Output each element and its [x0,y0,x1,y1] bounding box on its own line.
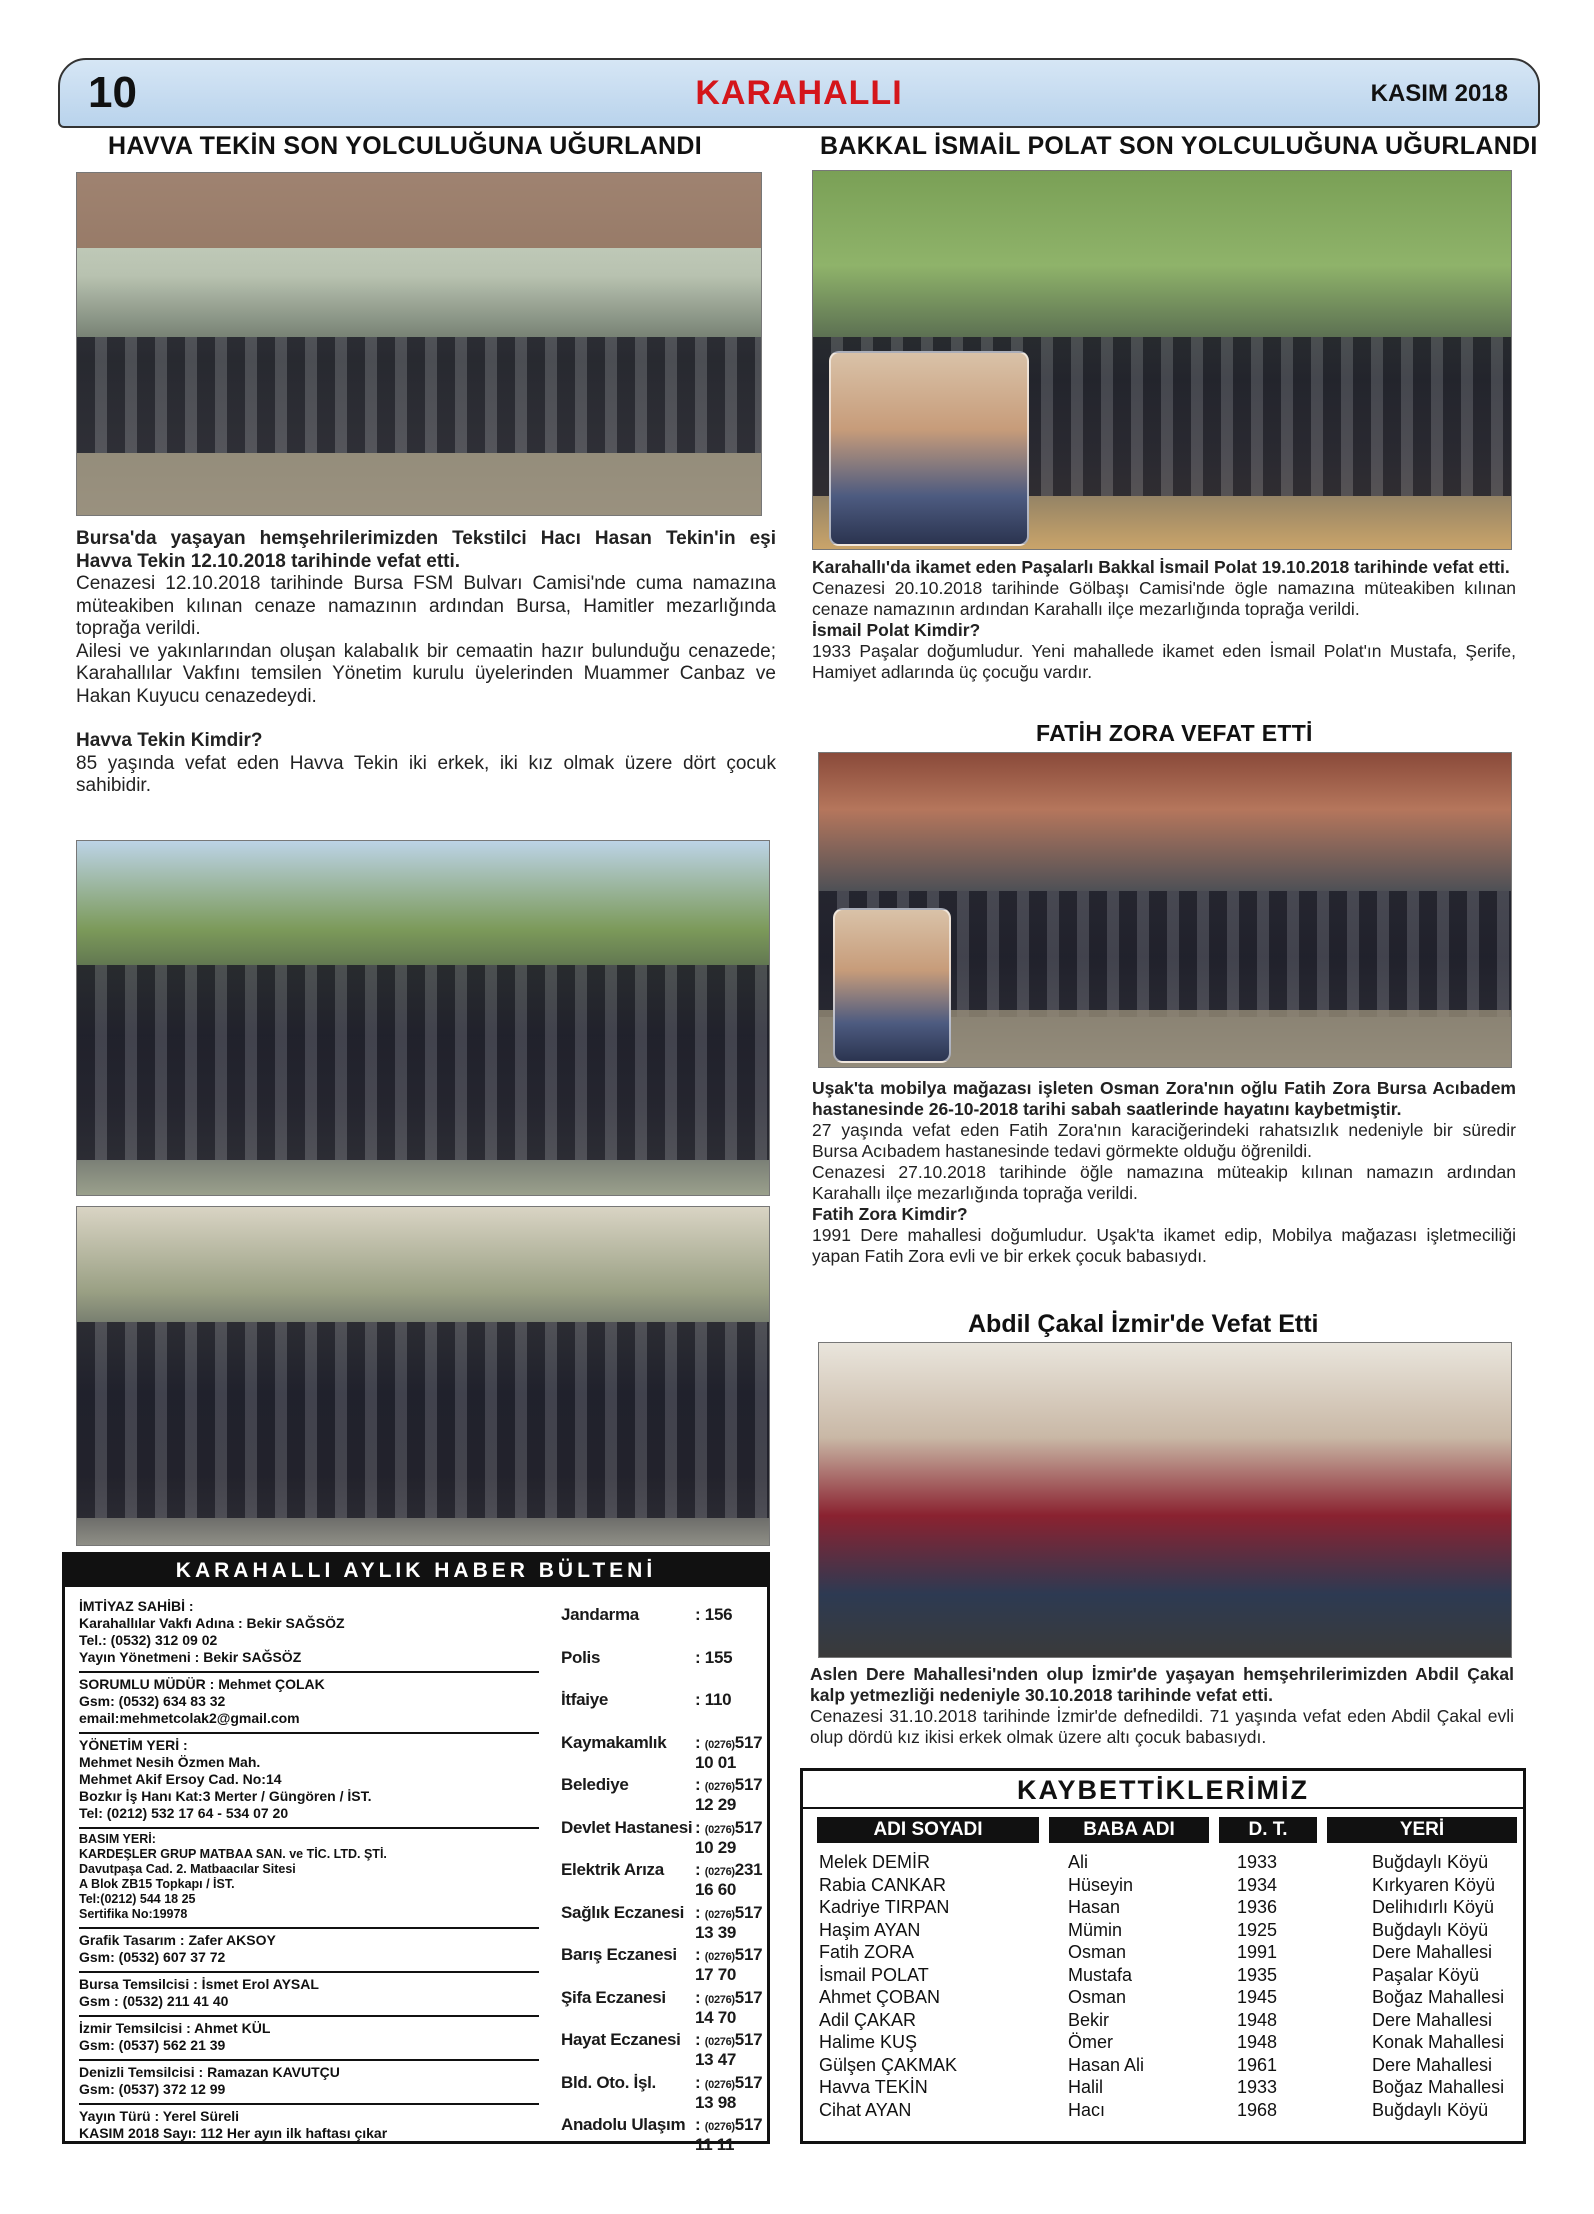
losses-cell: Fatih ZORA [819,1942,915,1962]
phone-row [545,1638,767,1681]
losses-cell: 1968 [1237,2099,1278,2120]
portrait-ismail [829,351,1029,546]
phone-name: Barış Eczanesi [561,1945,677,1964]
losses-cell: Ömer [1068,2032,1113,2052]
imprint-line: Gsm: (0532) 607 37 72 [79,1949,226,1965]
losses-cell: 1935 [1237,1964,1278,1985]
imprint-line: Mehmet Akif Ersoy Cad. No:14 [79,1771,282,1787]
phone-number: : (0276)517 13 98 [695,2072,763,2112]
losses-cell: Dere Mahallesi [1372,1942,1493,1962]
phone-name: Belediye [561,1775,629,1794]
phone-name: Hayat Eczanesi [561,2030,681,2049]
losses-header-name: ADI SOYADI [817,1817,1039,1843]
para-havva-2: Ailesi ve yakınlarından oluşan kalabalık bir cemaatin hazır bulunduğu cenazede; Karahallılar Vakfını temsilen Yönetim kurulu üyelerinden Muammer Canbaz ve Hakan Kuyucu cenazedeydi. [76,640,776,707]
losses-cell: 1933 [1237,1852,1278,1872]
lead-ismail: Karahallı'da ikamet eden Paşalarlı Bakkal İsmail Polat 19.10.2018 tarihinde vefat etti. [812,557,1510,577]
imprint-line: Gsm : (0532) 211 41 40 [79,1993,229,2009]
imprint-line: Karahallılar Vakfı Adına : Bekir SAĞSÖZ [79,1615,345,1631]
page-header [58,58,1540,128]
phone-name: Anadolu Ulaşım [561,2115,686,2134]
losses-cell: Haşim AYAN [819,1919,921,1940]
imprint-line: Yayın Yönetmeni : Bekir SAĞSÖZ [79,1649,302,1665]
imprint-line: KARDEŞLER GRUP MATBAA SAN. ve TİC. LTD. ŞTİ. [79,1847,387,1861]
imprint-line: Gsm: (0537) 372 12 99 [79,2081,226,2097]
losses-cell: Hüseyin [1068,1874,1134,1895]
imprint-line: Bozkır İş Hanı Kat:3 Merter / Güngören / İST. [79,1788,372,1804]
lead-havva: Bursa'da yaşayan hemşehrilerimizden Tekstilci Hacı Hasan Tekin'in eşi Havva Tekin 12.10.2018 tarihinde vefat etti. [76,528,776,572]
phone-row [545,1723,767,1772]
losses-cell: Mümin [1068,1919,1123,1940]
losses-header-father: BABA ADI [1049,1817,1209,1843]
who-title-havva: Havva Tekin Kimdir? [76,730,263,751]
losses-cell: Buğdaylı Köyü [1372,1852,1489,1872]
losses-table [800,1768,1526,2144]
losses-cell: Buğdaylı Köyü [1372,1919,1489,1940]
phone-row [545,1595,767,1638]
phone-name: Bld. Oto. İşl. [561,2072,656,2092]
imprint-block [79,2061,539,2105]
losses-column-birth [1237,1851,1277,2121]
phone-row [545,1808,767,1857]
imprint-line: A Blok ZB15 Topkapı / İST. [79,1877,235,1891]
imprint-line: Tel: (0212) 532 17 64 - 534 07 20 [79,1805,289,1821]
phone-name: Devlet Hastanesi [561,1817,693,1837]
imprint-line: Davutpaşa Cad. 2. Matbaacılar Sitesi [79,1862,296,1876]
losses-cell: 1933 [1237,2077,1278,2097]
imprint-line: YÖNETİM YERİ : [79,1737,188,1753]
article-fatih [812,1078,1516,1267]
losses-cell: Boğaz Mahallesi [1372,2077,1505,2097]
phone-number: : (0276)517 17 70 [695,1945,763,1984]
imprint-block [79,1673,539,1734]
phone-name: Kaymakamlık [561,1732,667,1752]
losses-header-birth: D. T. [1219,1817,1317,1843]
who-text-havva: 85 yaşında vefat eden Havva Tekin iki erkek, iki kız olmak üzere dört çocuk sahibidir. [76,752,776,796]
phone-number: : (0276)517 10 29 [695,1817,763,1857]
losses-cell: Adil ÇAKAR [819,2009,917,2030]
losses-cell: Kadriye TIRPAN [819,1897,950,1917]
para-ismail-1: Cenazesi 20.10.2018 tarihinde Gölbaşı Camisi'nde ögle namazına müteakiben kılınan cenaze namazının ardından Karahallı ilçe mezarlığında toprağa verildi. [812,578,1516,619]
imprint-line: Sertifika No:19978 [79,1907,188,1921]
photo-havva-group [76,840,770,1196]
imprint-line: İzmir Temsilcisi : Ahmet KÜL [79,2020,271,2036]
phone-name: İtfaiye [561,1690,609,1709]
losses-cell: 1948 [1237,2009,1278,2030]
losses-column-father [1068,1851,1144,2121]
imprint-line: KASIM 2018 Sayı: 112 Her ayın ilk haftası çıkar [79,2125,388,2141]
phone-name: Elektrik Arıza [561,1860,664,1879]
imprint-line: Yayın Türü : Yerel Süreli [79,2108,240,2124]
para-abdil-1: Cenazesi 31.10.2018 tarihinde İzmir'de defnedildi. 71 yaşında vefat eden Abdil Çakal evli olup dördü kız ikisi erkek olmak üzere altı çocuk babasıydı. [810,1706,1514,1747]
imprint-block [79,1595,539,1673]
article-havva [76,528,776,798]
imprint-line: Gsm: (0532) 634 83 32 [79,1693,226,1709]
phone-name: Şifa Eczanesi [561,1987,666,2007]
imprint-line: BASIM YERİ: [79,1832,156,1846]
imprint-line: Tel.: (0532) 312 09 02 [79,1632,218,1648]
photo-fatih-funeral [818,752,1512,1068]
losses-cell: Hacı [1068,2099,1106,2120]
losses-cell: 1948 [1237,2032,1278,2052]
phone-number: : (0276)517 13 39 [695,1902,763,1942]
phone-number: : (0276)517 13 47 [695,2030,763,2069]
para-havva-1: Cenazesi 12.10.2018 tarihinde Bursa FSM Bulvarı Camisi'nde cuma namazına müteakiben kılınan cenaze namazının ardından Bursa, Hamitler mezarlığında toprağa verildi. [76,573,776,639]
phone-name: Polis [561,1647,601,1667]
phone-name: Sağlık Eczanesi [561,1902,685,1922]
phone-row [545,1765,767,1814]
losses-cell: Ahmet ÇOBAN [819,1987,941,2007]
who-text-fatih: 1991 Dere mahallesi doğumludur. Uşak'ta ikamet edip, Mobilya mağazası işletmeciliği yapan Fatih Zora evli ve bir erkek çocuk babasıydı. [812,1225,1516,1266]
phone-row [545,1893,767,1942]
phone-row [545,1850,767,1899]
masthead: KARAHALLI [695,74,903,112]
headline-havva: HAVVA TEKİN SON YOLCULUĞUNA UĞURLANDI [108,132,702,160]
losses-cell: Konak Mahallesi [1372,2032,1505,2052]
imprint-line: Tel:(0212) 544 18 25 [79,1892,196,1906]
losses-cell: 1925 [1237,1919,1278,1940]
losses-cell: Ali [1068,1852,1089,1872]
phone-number: : (0276)517 10 01 [695,1732,763,1772]
article-ismail [812,557,1516,683]
who-text-ismail: 1933 Paşalar doğumludur. Yeni mahallede ikamet eden İsmail Polat'ın Mustafa, Şerife, Hamiyet adlarında üç çocuğu vardır. [812,641,1516,682]
para-fatih-2: Cenazesi 27.10.2018 tarihinde öğle namazına müteakip kılınan namazın ardından Karahallı ilçe mezarlığında toprağa verildi. [812,1162,1516,1203]
imprint-line: SORUMLU MÜDÜR : Mehmet ÇOLAK [79,1676,325,1692]
para-fatih-1: 27 yaşında vefat eden Fatih Zora'nın karaciğerindeki rahatsızlık nedeniyle bir süredir Bursa Acıbadem hastanesinde tedavi görmekte olduğu öğrenildi. [812,1120,1516,1161]
imprint-column [79,1595,539,2141]
bulletin-box [62,1552,770,2154]
losses-cell: Rabia CANKAR [819,1874,947,1895]
losses-cell: Havva TEKİN [819,2077,928,2097]
losses-cell: Cihat AYAN [819,2099,912,2120]
losses-column-place [1372,1851,1504,2121]
phone-number: : (0276)517 12 29 [695,1775,763,1814]
imprint-line: Mehmet Nesih Özmen Mah. [79,1754,261,1770]
portrait-fatih [833,908,951,1063]
phone-number: : (0276)231 16 60 [695,1860,763,1899]
imprint-block [79,2105,539,2147]
headline-abdil: Abdil Çakal İzmir'de Vefat Etti [968,1310,1319,1338]
phone-number: : 110 [695,1690,732,1709]
imprint-block [79,1829,539,1929]
imprint-line: Denizli Temsilcisi : Ramazan KAVUTÇU [79,2064,340,2080]
phone-number: : 155 [695,1647,733,1667]
photo-havva-funeral [76,172,762,516]
losses-cell: İsmail POLAT [819,1964,929,1985]
losses-cell: Halime KUŞ [819,2032,918,2052]
losses-column-name [819,1851,957,2121]
phone-row [545,2063,767,2112]
phone-row [545,2105,767,2154]
imprint-block [79,1929,539,1973]
headline-ismail: BAKKAL İSMAİL POLAT SON YOLCULUĞUNA UĞURLANDI [820,132,1538,160]
who-title-fatih: Fatih Zora Kimdir? [812,1204,968,1224]
losses-cell: Hasan [1068,1897,1121,1917]
losses-title: KAYBETTİKLERİMİZ [803,1771,1523,1809]
losses-cell: Dere Mahallesi [1372,2054,1493,2075]
losses-cell: Osman [1068,1942,1127,1962]
losses-cell: Melek DEMİR [819,1852,931,1872]
phone-number: : 156 [695,1605,733,1624]
phone-number: : (0276)517 14 70 [695,1987,763,2027]
phone-name: Jandarma [561,1605,639,1624]
lead-abdil: Aslen Dere Mahallesi'nden olup İzmir'de yaşayan hemşehrilerimizden Abdil Çakal kalp yetmezliği nedeniyle 30.10.2018 tarihinde vefat etti. [810,1664,1514,1705]
imprint-block [79,2017,539,2061]
page-number: 10 [88,68,137,117]
losses-cell: 1936 [1237,1897,1278,1917]
losses-cell: Dere Mahallesi [1372,2009,1493,2030]
phone-row [545,1978,767,2027]
losses-cell: 1961 [1237,2054,1278,2075]
losses-cell: Bekir [1068,2009,1110,2030]
headline-fatih: FATİH ZORA VEFAT ETTİ [1036,720,1313,746]
imprint-line: İMTİYAZ SAHİBİ : [79,1598,194,1614]
losses-cell: 1991 [1237,1942,1278,1962]
bulletin-title: KARAHALLI AYLIK HABER BÜLTENİ [65,1555,767,1587]
photo-ismail-funeral [812,170,1512,550]
photo-havva-condolence [76,1206,770,1546]
losses-header-place: YERİ [1327,1817,1517,1843]
who-title-ismail: İsmail Polat Kimdir? [812,620,981,640]
losses-cell: Osman [1068,1987,1127,2007]
imprint-block [79,1973,539,2017]
imprint-line: Grafik Tasarım : Zafer AKSOY [79,1932,276,1948]
losses-cell: Buğdaylı Köyü [1372,2099,1489,2120]
phone-row [545,2020,767,2069]
imprint-line: Bursa Temsilcisi : İsmet Erol AYSAL [79,1976,319,1992]
imprint-block [79,1734,539,1829]
issue-date: KASIM 2018 [1370,80,1508,107]
losses-cell: Mustafa [1068,1964,1133,1985]
phone-number: : (0276)517 11 11 [695,2115,763,2154]
article-abdil [810,1664,1514,1748]
imprint-line: email:mehmetcolak2@gmail.com [79,1710,300,1726]
photo-abdil-family [818,1342,1512,1658]
losses-cell: Hasan Ali [1068,2054,1145,2075]
losses-cell: 1945 [1237,1987,1278,2007]
losses-cell: Halil [1068,2077,1104,2097]
losses-cell: 1934 [1237,1874,1278,1895]
losses-cell: Boğaz Mahallesi [1372,1987,1505,2007]
losses-cell: Kırkyaren Köyü [1372,1874,1496,1895]
losses-cell: Paşalar Köyü [1372,1964,1480,1985]
lead-fatih: Uşak'ta mobilya mağazası işleten Osman Zora'nın oğlu Fatih Zora Bursa Acıbadem hastanesinde 26-10-2018 tarihi sabah saatlerinde hayatını kaybetmiştir. [812,1078,1516,1119]
phone-row [545,1680,767,1723]
phone-row [545,1935,767,1984]
losses-cell: Gülşen ÇAKMAK [819,2054,958,2075]
phone-directory [545,1595,767,2154]
imprint-line: Gsm: (0537) 562 21 39 [79,2037,226,2053]
losses-cell: Delihıdırlı Köyü [1372,1897,1495,1917]
